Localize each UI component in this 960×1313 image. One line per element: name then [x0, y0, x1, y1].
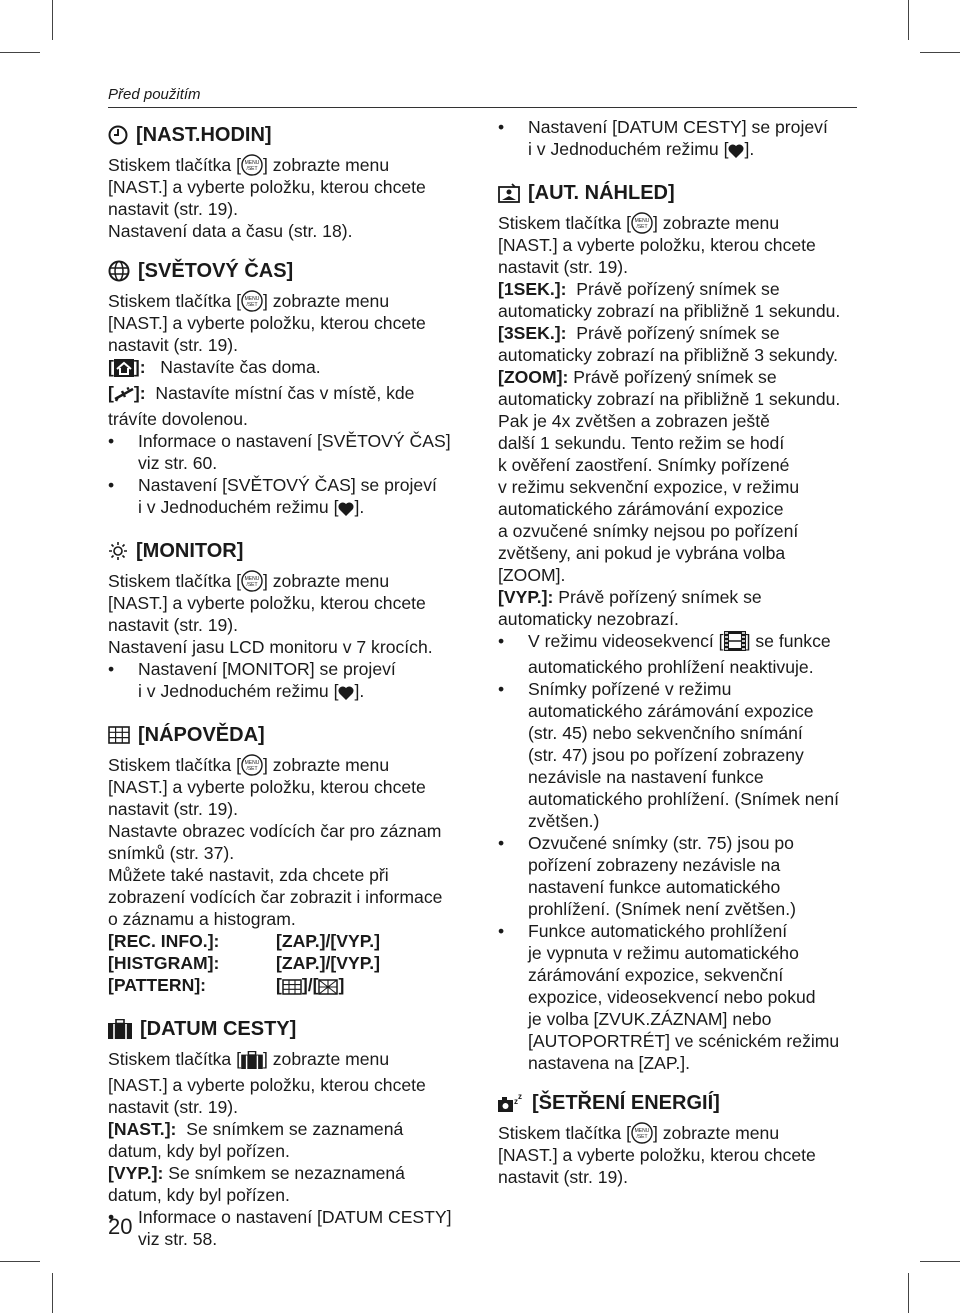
svg-text:MENU: MENU: [634, 1128, 650, 1134]
text-line: [NAST.] a vyberte položku, kterou chcete: [108, 1075, 426, 1095]
text-line: Nastavte obrazec vodících čar pro záznam: [108, 821, 442, 841]
text-line: automaticky zobrazí na přibližně 1 sekundu.: [498, 389, 841, 409]
text-line: nastavit (str. 19).: [108, 335, 239, 355]
section-title-text: [NAST.HODIN]: [136, 124, 272, 146]
svg-text:MENU: MENU: [244, 576, 260, 582]
section-title-nast-hodin: [108, 122, 480, 148]
text-line: [NAST.] a vyberte položku, kterou chcete: [108, 593, 426, 613]
crop-mark: [52, 0, 53, 40]
diagonal-pattern-icon: [318, 978, 338, 1000]
crop-mark: [908, 1273, 909, 1313]
option-line: [ZOOM]: Právě pořízený snímek se: [498, 367, 777, 387]
option-line: [3SEK.]: Právě pořízený snímek se: [498, 323, 780, 343]
svg-text:MENU: MENU: [244, 760, 260, 766]
crop-mark: [920, 52, 960, 53]
running-header: Před použitím: [108, 86, 201, 103]
text-line: automaticky zobrazí na přibližně 1 sekundu.: [498, 301, 841, 321]
text-line: [NAST.] a vyberte položku, kterou chcete: [108, 313, 426, 333]
option-line: [VYP.]: Se snímkem se nezaznamená: [108, 1163, 405, 1183]
page-number: 20: [108, 1214, 133, 1239]
section-title-text: [ŠETŘENÍ ENERGIÍ]: [532, 1092, 720, 1114]
option-row: [REC. INFO.]: [ZAP.]/[VYP.]: [108, 931, 380, 951]
travel-option-line: [ ]: Nastavíte místní čas v místě, kde: [108, 382, 480, 408]
menu-set-icon: [241, 570, 263, 592]
text-line: Stiskem tlačítka [ MENU /SET ] zobrazte menu: [108, 291, 390, 311]
svg-text:MENU: MENU: [244, 296, 260, 302]
menu-set-icon: [631, 212, 653, 234]
text-line: automaticky nezobrazí.: [498, 609, 679, 629]
svg-text:MENU: MENU: [244, 160, 260, 166]
bullet-item: • Funkce automatického prohlížení je vypnuta v režimu automatického zárámování expozice, sekvenční expozice, videosekvencí nebo pokud je volba [ZVUK.ZÁZNAM] nebo [AUTOPORTRÉT] ve scénickém režimu nastavena na [ZAP.].: [498, 920, 868, 1074]
svg-text:/SET: /SET: [636, 1134, 648, 1140]
right-column: [498, 116, 868, 1188]
menu-set-icon: [631, 1122, 653, 1144]
section-title-text: [DATUM CESTY]: [140, 1018, 297, 1040]
crop-mark: [920, 1261, 960, 1262]
crop-mark: [0, 1261, 40, 1262]
globe-icon: [108, 260, 130, 282]
section-title-svetovy-cas: [108, 258, 480, 284]
text-line: Můžete také nastavit, zda chcete při: [108, 865, 389, 885]
text-line: v režimu sekvenční expozice, v režimu: [498, 477, 800, 497]
text-line: datum, kdy byl pořízen.: [108, 1141, 290, 1161]
menu-set-icon: [241, 154, 263, 176]
bullet-item: • Ozvučené snímky (str. 75) jsou po pořízení zobrazeny nezávisle na nastavení funkce automatického prohlížení. (Snímek není zvětšen.): [498, 832, 868, 920]
text-line: zvětšeny, ani pokud je vybrána volba: [498, 543, 786, 563]
text-line: [NAST.] a vyberte položku, kterou chcete: [108, 777, 426, 797]
text-line: [NAST.] a vyberte položku, kterou chcete: [108, 177, 426, 197]
text-line: zobrazení vodících čar zobrazit i informace: [108, 887, 443, 907]
text-line: Stiskem tlačítka [ MENU /SET ] zobrazte menu: [498, 1123, 780, 1143]
text-line: nastavit (str. 19).: [498, 1167, 629, 1187]
text-line: Stiskem tlačítka [ MENU /SET ] zobrazte menu: [108, 755, 390, 775]
option-row: [PATTERN]: [ ]/[ ]: [108, 974, 480, 1000]
text-line: nastavit (str. 19).: [498, 257, 629, 277]
text-line: Nastavení data a času (str. 18).: [108, 221, 353, 241]
option-line: [1SEK.]: Právě pořízený snímek se: [498, 279, 780, 299]
text-line: Stiskem tlačítka [ ] zobrazte menu: [108, 1048, 480, 1074]
crop-mark: [0, 52, 40, 53]
grid-guide-icon: [108, 726, 130, 744]
section-title-monitor: [108, 538, 480, 564]
power-save-icon: [498, 1092, 524, 1114]
menu-set-icon: [241, 754, 263, 776]
svg-text:/SET: /SET: [246, 766, 258, 772]
svg-text:/SET: /SET: [246, 166, 258, 172]
menu-set-icon: [241, 290, 263, 312]
text-line: Stiskem tlačítka [ MENU /SET ] zobrazte menu: [108, 155, 390, 175]
text-line: Pak je 4x zvětšen a zobrazen ještě: [498, 411, 770, 431]
text-line: snímků (str. 37).: [108, 843, 235, 863]
left-column: [108, 118, 480, 1250]
section-title-setreni-energii: [498, 1090, 868, 1116]
crop-mark: [908, 0, 909, 40]
bullet-item: • Nastavení [MONITOR] se projeví i v Jednoduchém režimu [ ].: [108, 658, 480, 706]
text-line: a ozvučené snímky nejsou po pořízení: [498, 521, 799, 541]
svg-text:MENU: MENU: [634, 218, 650, 224]
text-line: k ověření zaostření. Snímky pořízené: [498, 455, 790, 475]
svg-text:/SET: /SET: [636, 224, 648, 230]
clock-icon: [108, 125, 128, 145]
text-line: trávíte dovolenou.: [108, 409, 248, 429]
section-title-aut-nahled: [498, 180, 868, 206]
section-title-text: [SVĚTOVÝ ČAS]: [138, 260, 294, 282]
text-line: automaticky zobrazí na přibližně 3 sekundy.: [498, 345, 838, 365]
text-line: nastavit (str. 19).: [108, 199, 239, 219]
option-line: [NAST.]: Se snímkem se zaznamená: [108, 1119, 404, 1139]
suitcase-icon: [108, 1019, 132, 1039]
heart-icon: [338, 500, 354, 522]
auto-review-icon: [498, 183, 520, 203]
option-line: [VYP.]: Právě pořízený snímek se: [498, 587, 762, 607]
brightness-sun-icon: [108, 541, 128, 561]
bullet-item: • Informace o nastavení [DATUM CESTY] viz str. 58.: [108, 1206, 480, 1250]
home-option-line: [ ]: Nastavíte čas doma.: [108, 356, 480, 382]
text-line: další 1 sekundu. Tento režim se hodí: [498, 433, 785, 453]
bullet-item: • Nastavení [DATUM CESTY] se projeví i v Jednoduchém režimu [ ].: [498, 116, 868, 164]
text-line: datum, kdy byl pořízen.: [108, 1185, 290, 1205]
text-line: nastavit (str. 19).: [108, 799, 239, 819]
home-icon: [114, 359, 134, 382]
bullet-item: • Snímky pořízené v režimu automatického zárámování expozice (str. 45) nebo sekvenčního snímání (str. 47) jsou po pořízení zobrazeny nezávisle na nastavení funkce automatického prohlížení. (Snímek není zvětšen.): [498, 678, 868, 832]
text-line: Nastavení jasu LCD monitoru v 7 krocích.: [108, 637, 433, 657]
heart-icon: [338, 684, 354, 706]
svg-text:/SET: /SET: [246, 582, 258, 588]
heart-icon: [728, 142, 744, 164]
bullet-item: • Nastavení [SVĚTOVÝ ČAS] se projeví i v Jednoduchém režimu [ ].: [108, 474, 480, 522]
text-line: [ZOOM].: [498, 565, 566, 585]
film-icon: [724, 631, 746, 656]
svg-text:z: z: [514, 1097, 518, 1106]
option-row: [HISTGRAM]: [ZAP.]/[VYP.]: [108, 953, 380, 973]
text-line: nastavit (str. 19).: [108, 615, 239, 635]
crop-mark: [52, 1273, 53, 1313]
section-title-datum-cesty: [108, 1016, 480, 1042]
text-line: Stiskem tlačítka [ MENU /SET ] zobrazte menu: [498, 213, 780, 233]
text-line: automatického zárámování expozice: [498, 499, 784, 519]
svg-text:/SET: /SET: [246, 302, 258, 308]
section-title-text: [MONITOR]: [136, 540, 244, 562]
text-line: Stiskem tlačítka [ MENU /SET ] zobrazte menu: [108, 571, 390, 591]
text-line: nastavit (str. 19).: [108, 1097, 239, 1117]
section-title-napoveda: [108, 722, 480, 748]
text-line: [NAST.] a vyberte položku, kterou chcete: [498, 1145, 816, 1165]
section-title-text: [NÁPOVĚDA]: [138, 724, 265, 746]
bullet-item: • V režimu videosekvencí [ ] se funkce automatického prohlížení neaktivuje.: [498, 630, 868, 678]
grid-pattern-icon: [282, 978, 302, 1000]
svg-text:z: z: [518, 1092, 522, 1101]
suitcase-icon: [241, 1051, 263, 1074]
text-line: o záznamu a histogram.: [108, 909, 296, 929]
header-rule: [108, 107, 857, 108]
text-line: [NAST.] a vyberte položku, kterou chcete: [498, 235, 816, 255]
airplane-icon: [114, 385, 134, 408]
bullet-item: • Informace o nastavení [SVĚTOVÝ ČAS] viz str. 60.: [108, 430, 480, 474]
section-title-text: [AUT. NÁHLED]: [528, 182, 675, 204]
